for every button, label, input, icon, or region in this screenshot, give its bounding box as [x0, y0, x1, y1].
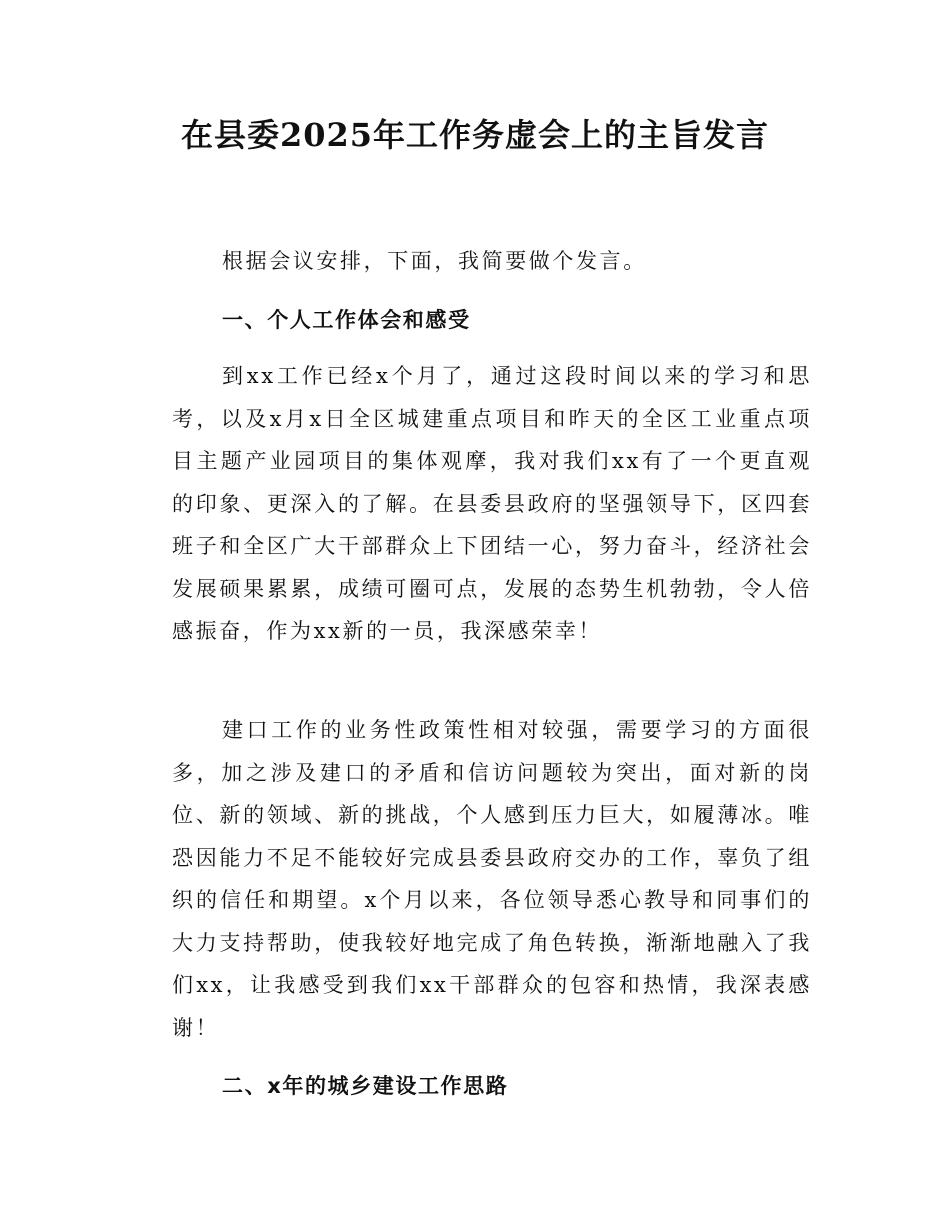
section-heading-2: 二、x年的城乡建设工作思路 [222, 1074, 509, 1098]
document-title: 在县委2025年工作务虚会上的主旨发言 [180, 116, 770, 154]
section-heading-1: 一、个人工作体会和感受 [222, 308, 471, 332]
section1-paragraph-1: 到xx工作已经x个月了，通过这段时间以来的学习和思考，以及x月x日全区城建重点项目和昨天的全区工业重点项目主题产业园项目的集体观摩，我对我们xx有了一个更直观的印象、更深入的了解。在县委县政府的坚强领导下，区四套班子和全区广大干部群众上下团结一心，努力奋斗，经济社会发展硕果累累，成绩可圈可点，发展的态势生机勃勃，令人倍感振奋，作为xx新的一员，我深感荣幸！ [172, 364, 812, 643]
intro-paragraph: 根据会议安排，下面，我简要做个发言。 [222, 249, 647, 273]
section1-paragraph-2: 建口工作的业务性政策性相对较强，需要学习的方面很多，加之涉及建口的矛盾和信访问题较为突出，面对新的岗位、新的领域、新的挑战，个人感到压力巨大，如履薄冰。唯恐因能力不足不能较好完成县委县政府交办的工作，辜负了组织的信任和期望。x个月以来，各位领导悉心教导和同事们的大力支持帮助，使我较好地完成了角色转换，渐渐地融入了我们xx，让我感受到我们xx干部群众的包容和热情，我深表感谢！ [172, 718, 812, 1040]
